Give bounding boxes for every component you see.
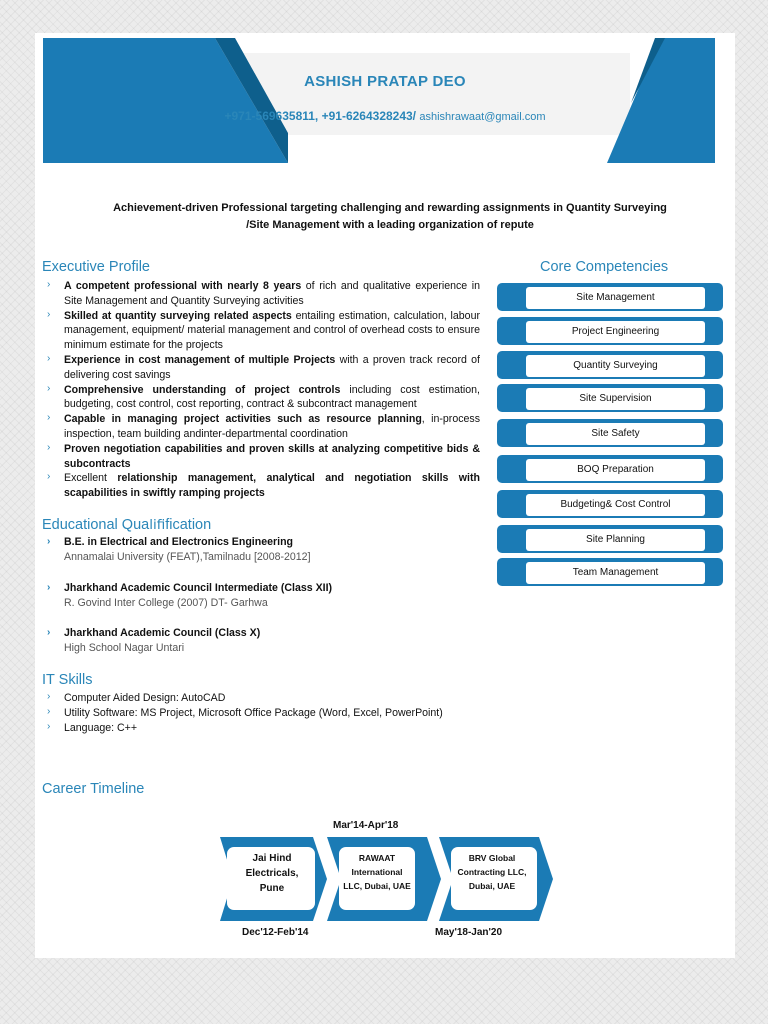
school: High School Nagar Untari — [64, 642, 185, 654]
list-item: › Skilled at quantity surveying related aspects entailing estimation, calculation, labour management, equipment/ material management and control of overhead costs to ensure minimum estimate for the projects — [47, 308, 480, 352]
competency-item — [497, 384, 723, 412]
competency-item — [497, 283, 723, 311]
candidate-name: ASHISH PRATAP DEO — [304, 73, 466, 90]
competency-label: Project Engineering — [526, 321, 705, 343]
list-item: › Computer Aided Design: AutoCAD — [47, 691, 226, 704]
competency-label: Site Safety — [526, 423, 705, 445]
list-item: › Utility Software: MS Project, Microsoft Office Package (Word, Excel, PowerPoint) — [47, 705, 443, 719]
competency-item — [497, 525, 723, 553]
competency-label: Quantity Surveying — [526, 355, 705, 377]
competency-item — [497, 455, 723, 483]
bullet-arrow-icon: › — [47, 382, 51, 394]
education-item — [42, 581, 482, 611]
bullet-arrow-icon: › — [47, 352, 51, 364]
list-item: › Comprehensive understanding of project controls including cost estimation, budgeting, cost control, cost reporting, contract & subcontract management — [47, 382, 480, 411]
bullet-arrow-icon: › — [47, 279, 51, 290]
competency-item — [497, 490, 723, 518]
executive-profile-heading: Executive Profile — [42, 259, 150, 275]
list-item: › Excellent relationship management, analytical and negotiation skills with scapabilities in swiftly ramping projects — [47, 471, 480, 500]
bullet-arrow-icon: › — [47, 471, 51, 483]
bullet-arrow-icon: › — [47, 536, 51, 547]
executive-profile-list — [42, 279, 480, 501]
bullet-arrow-icon: › — [47, 705, 51, 717]
timeline-period-2: Mar'14-Apr'18 — [333, 820, 399, 831]
timeline-period-1: Dec'12-Feb'14 — [242, 927, 309, 938]
competency-item — [497, 317, 723, 345]
timeline-stage-2: RAWAAT International LLC, Dubai, UAE — [343, 853, 411, 891]
competency-item — [497, 419, 723, 447]
competency-label: BOQ Preparation — [526, 459, 705, 481]
education-item — [42, 535, 482, 565]
bullet-arrow-icon: › — [47, 441, 51, 453]
timeline-stage-3: BRV Global Contracting LLC, Dubai, UAE — [457, 853, 527, 891]
list-item: › Proven negotiation capabilities and proven skills at analyzing competitive bids & subcontracts — [47, 441, 480, 470]
education-heading-b: lifi — [149, 517, 166, 533]
list-item: › A competent professional with nearly 8 years of rich and qualitative experience in Site Management and Quantity Surveying activities — [47, 279, 480, 307]
competency-label: Team Management — [526, 562, 705, 584]
header-banner — [35, 33, 735, 168]
school: R. Govind Inter College (2007) DT- Garhwa — [64, 597, 268, 609]
degree: Jharkhand Academic Council Intermediate (Class XII) — [64, 582, 333, 594]
degree: Jharkhand Academic Council (Class X) — [64, 627, 261, 639]
it-skills-list — [42, 691, 480, 735]
bullet-arrow-icon: › — [47, 308, 51, 320]
competency-item — [497, 351, 723, 379]
school: Annamalai University (FEAT),Tamilnadu [2008-2012] — [64, 551, 311, 563]
phone-numbers: +971-569635811, +91-6264328243/ — [224, 109, 417, 123]
education-heading-c: fication — [165, 517, 212, 533]
competency-label: Budgeting& Cost Control — [526, 494, 705, 516]
resume-page — [35, 33, 735, 958]
list-item: › Language: C++ — [47, 720, 138, 734]
bullet-arrow-icon: › — [47, 691, 51, 702]
contact-line — [35, 109, 735, 123]
summary-statement: Achievement-driven Professional targeting challenging and rewarding assignments in Quantity Surveying /Site Management with a leading organization of repute — [113, 202, 667, 231]
education-heading — [42, 517, 211, 533]
bullet-arrow-icon: › — [47, 412, 51, 424]
competency-label: Site Management — [526, 287, 705, 309]
bullet-arrow-icon: › — [47, 627, 51, 638]
bullet-arrow-icon: › — [47, 582, 51, 593]
it-skills-heading: IT Skills — [42, 672, 93, 688]
degree: B.E. in Electrical and Electronics Engineering — [64, 536, 294, 548]
bullet-arrow-icon: › — [47, 720, 51, 732]
competency-label: Site Planning — [526, 529, 705, 551]
competency-label: Site Supervision — [526, 388, 705, 410]
career-timeline-heading: Career Timeline — [42, 781, 145, 797]
timeline-period-3: May'18-Jan'20 — [435, 927, 503, 938]
email-address[interactable]: ashishrawaat@gmail.com — [419, 111, 546, 123]
education-heading-a: Educational Qua — [42, 517, 150, 533]
core-competencies-heading: Core Competencies — [540, 259, 669, 275]
education-item — [42, 626, 482, 656]
list-item: › Capable in managing project activities such as resource planning, in-process inspection, team building andinter-departmental coordination — [47, 412, 480, 440]
timeline-stage-1: Jai Hind Electricals, Pune — [245, 853, 299, 894]
competency-item — [497, 558, 723, 586]
list-item: › Experience in cost management of multiple Projects with a proven track record of delivering cost savings — [47, 352, 480, 381]
